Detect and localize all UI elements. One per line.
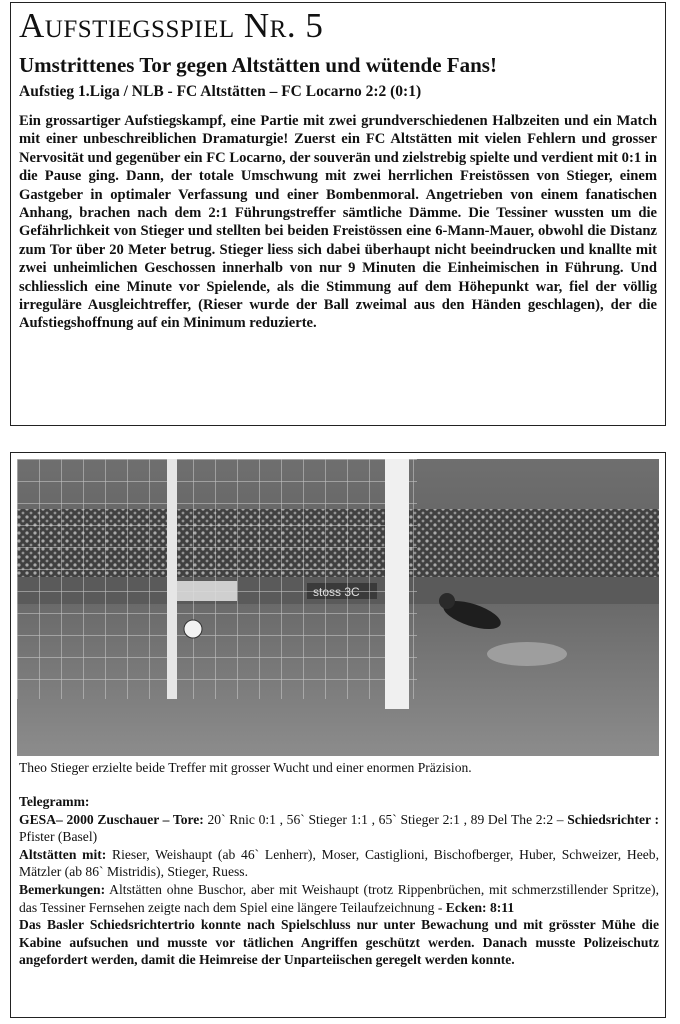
article-body: Ein grossartiger Aufstiegskampf, eine Partie mit zwei grundverschiedenen Halbzeiten und ein Match mit einer unbeschreiblichen Dramaturgie! Zuerst ein FC Altstätten mit vielen Fehlern und grosser Nervosität und gegenüber ein FC Locarno, der souverän und zielstrebig spielte und verdient mit 0:1 in die Pause ging. Dann, der totale Umschwung mit zwei herrlichen Freistössen von Stieger, einem Gastgeber in optimaler Verfassung und einer Bombenmoral. Angetrieben von einem fanatischen Anhang, brachen nach dem 2:1 Führungstreffer sämtliche Dämme. Die Tessiner wussten um die Gefährlichkeit von Stieger und stellten bei beiden Freistössen eine 6-Mann-Mauer, obwohl die Distanz zum Tor über 20 Meter betrug. Stieger liess sich dabei überhaupt nicht beeindrucken und knallte mit zwei unheimlichen Geschossen innerhalb von nur 9 Minuten die Einheimischen in Führung. Und schliesslich eine Minute vor Spielende, als die Stimmung auf dem Höhepunkt war, fiel der völlig irreguläre Ausgleichtreffer, (Rieser wurde der Ball zweimal aus den Händen geschlagen), der die Aufstiegshoffnung auf ein Minimum reduzierte. [19,113,657,332]
match-result-line: Aufstieg 1.Liga / NLB - FC Altstätten – FC Locarno 2:2 (0:1) [19,83,422,100]
photo-caption: Theo Stieger erzielte beide Treffer mit grosser Wucht und einer enormen Präzision. [19,760,472,775]
article-headline: Aufstiegsspiel Nr. 5 [19,6,324,45]
corners-count: Ecken: 8:11 [445,899,515,915]
remarks-label: Bemerkungen: [19,881,106,897]
final-note: Das Basler Schiedsrichtertrio konnte nach Spielschluss nur unter Bewachung und mit grösster Mühe die Kabine aufsuchen und musste vor tätlichen Angriffen geschützt werden. Danach musste Polizeischutz angefordert werden, damit die Heimreise der Unparteiischen geregelt werden konnte. [19,917,659,968]
lineup-players: Rieser, Weishaupt (ab 46` Lenherr), Moser, Castiglioni, Bischofberger, Huber, Schweizer, Heeb, Mätzler (ab 86` Mistridis), Stieger, Ruess. [19,846,659,880]
stadium-label: GESA [19,811,57,827]
lineup-label: Altstätten mit: [19,846,107,862]
remarks-text: Altstätten ohne Buschor, aber mit Weishaupt (trotz Rippenbrüchen, mit schmerzstillender Spritze), das Tessiner Fernsehen zeigte nach dem Spiel eine längere Teilaufzeichnung - [19,881,659,915]
photo-report-box [10,452,666,1018]
goal-scene-image [17,459,659,756]
article-box [10,2,666,426]
telegram-section [19,793,659,969]
telegram-score-line [19,811,659,846]
article-subtitle: Umstrittenes Tor gegen Altstätten und wütende Fans! [19,53,497,77]
spectators-goals-label: – 2000 Zuschauer – Tore: [56,811,204,827]
telegram-remarks [19,881,659,916]
referee-name: Pfister (Basel) [19,829,98,845]
telegram-heading: Telegramm: [19,794,90,809]
goals-list: 20` Rnic 0:1 , 56` Stieger 1:1 , 65` Stieger 2:1 , 89 Del The 2:2 – [203,811,568,827]
referee-label: Schiedsrichter : [567,811,659,827]
telegram-lineup [19,846,659,881]
match-photo [17,459,659,756]
